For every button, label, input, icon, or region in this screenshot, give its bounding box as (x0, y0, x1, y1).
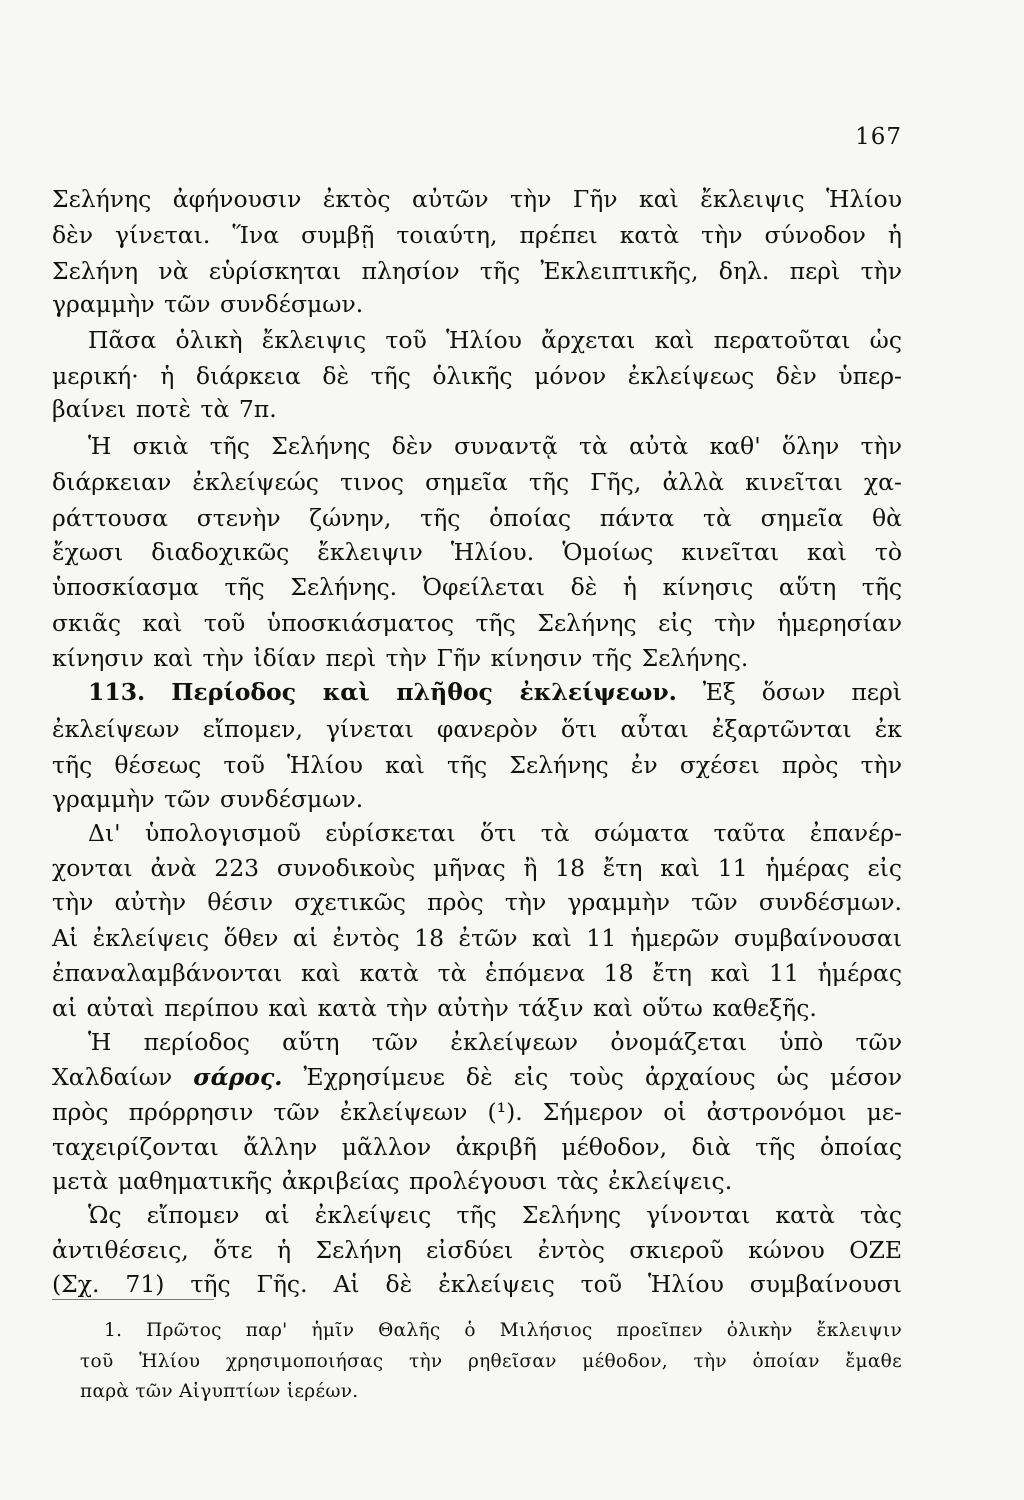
saros-line (52, 1059, 902, 1095)
text-line: μετὰ μαθηματικῆς ἀκριβείας προλέγουσι τὰς ἐκλείψεις. (52, 1167, 733, 1195)
text-line: Σελήνης ἀφήνουσιν ἐκτὸς αὐτῶν τὴν Γῆν καὶ ἔκλειψις Ἡλίου (52, 185, 902, 213)
saros-prefix: Χαλδαίων (52, 1063, 173, 1091)
section-number: 113. (88, 678, 146, 706)
section-title: Περίοδος καὶ πλῆθος ἐκλείψεων. (171, 678, 677, 706)
text-line: ἐπαναλαμβάνονται καὶ κατὰ τὰ ἑπόμενα 18 ἔτη καὶ 11 ἡμέρας (52, 959, 902, 987)
text-line: χονται ἀνὰ 223 συνοδικοὺς μῆνας ἢ 18 ἔτη καὶ 11 ἡμέρας εἰς (52, 854, 902, 882)
text-line: Ἡ περίοδος αὕτη τῶν ἐκλείψεων ὀνομάζεται ὑπὸ τῶν (88, 1028, 902, 1056)
section-heading-line (88, 674, 902, 710)
text-line: ταχειρίζονται ἄλλην μᾶλλον ἀκριβῆ μέθοδον, διὰ τῆς ὁποίας (52, 1133, 902, 1161)
text-line: ἐκλείψεων εἴπομεν, γίνεται φανερὸν ὅτι αὗται ἐξαρτῶνται ἐκ (52, 715, 902, 743)
text-line: κίνησιν καὶ τὴν ἰδίαν περὶ τὴν Γῆν κίνησιν τῆς Σελήνης. (52, 644, 749, 672)
text-line: δὲν γίνεται. Ἵνα συμβῇ τοιαύτη, πρέπει κατὰ τὴν σύνοδον ἡ (52, 221, 902, 249)
footnote-line: τοῦ Ἡλίου χρησιμοποιήσας τὴν ρηθεῖσαν μέθοδον, τὴν ὁποίαν ἔμαθε (80, 1351, 902, 1372)
text-line: Ἡ σκιὰ τῆς Σελήνης δὲν συναντᾷ τὰ αὐτὰ καθ' ὅλην τὴν (88, 432, 902, 460)
text-line: Σελήνη νὰ εὑρίσκηται πλησίον τῆς Ἐκλειπτικῆς, δηλ. περὶ τὴν (52, 257, 902, 285)
page-number: 167 (855, 124, 902, 150)
text-line: τῆς θέσεως τοῦ Ἡλίου καὶ τῆς Σελήνης ἐν σχέσει πρὸς τὴν (52, 751, 902, 779)
saros-term: σάρος. (193, 1063, 283, 1091)
text-line: ὑποσκίασμα τῆς Σελήνης. Ὀφείλεται δὲ ἡ κίνησις αὕτη τῆς (52, 573, 902, 601)
text-line: σκιᾶς καὶ τοῦ ὑποσκιάσματος τῆς Σελήνης εἰς τὴν ἡμερησίαν (52, 609, 902, 637)
text-line: ράττουσα στενὴν ζώνην, τῆς ὁποίας πάντα τὰ σημεῖα θὰ (52, 504, 902, 532)
text-line: διάρκειαν ἐκλείψεώς τινος σημεῖα τῆς Γῆς, ἀλλὰ κινεῖται χα- (52, 468, 902, 496)
text-line: Δι' ὑπολογισμοῦ εὑρίσκεται ὅτι τὰ σώματα ταῦτα ἐπανέρ- (88, 819, 902, 847)
text-line: βαίνει ποτὲ τὰ 7π. (52, 395, 277, 423)
text-line: Πᾶσα ὁλικὴ ἔκλειψις τοῦ Ἡλίου ἄρχεται καὶ περατοῦται ὡς (88, 326, 902, 354)
text-line: πρὸς πρόρρησιν τῶν ἐκλείψεων (¹). Σήμερον οἱ ἀστρονόμοι με- (52, 1098, 902, 1126)
text-line: αἱ αὐταὶ περίπου καὶ κατὰ τὴν αὐτὴν τάξιν καὶ οὕτω καθεξῆς. (52, 994, 817, 1022)
text-line: μερική· ἡ διάρκεια δὲ τῆς ὁλικῆς μόνον ἐκλείψεως δὲν ὑπερ- (52, 362, 902, 390)
text-line: Ὡς εἴπομεν αἱ ἐκλείψεις τῆς Σελήνης γίνονται κατὰ τὰς (88, 1201, 902, 1229)
text-line: Αἱ ἐκλείψεις ὅθεν αἱ ἐντὸς 18 ἐτῶν καὶ 11 ἡμερῶν συμβαίνουσαι (52, 924, 902, 952)
footnote-line: 1. Πρῶτος παρ' ἡμῖν Θαλῆς ὁ Μιλήσιος προεῖπεν ὁλικὴν ἔκλειψιν (104, 1320, 902, 1341)
section-first-line-rest: Ἐξ ὅσων περὶ (702, 678, 902, 706)
footnote-line: παρὰ τῶν Αἰγυπτίων ἱερέων. (80, 1381, 359, 1402)
footnote-rule (52, 1299, 214, 1300)
text-line: τὴν αὐτὴν θέσιν σχετικῶς πρὸς τὴν γραμμὴν τῶν συνδέσμων. (52, 888, 902, 916)
saros-suffix: Ἐχρησίμευε δὲ εἰς τοὺς ἀρχαίους ὡς μέσον (303, 1063, 902, 1091)
text-line: ἀντιθέσεις, ὅτε ἡ Σελήνη εἰσδύει ἐντὸς σκιεροῦ κώνου ΟΖΕ (52, 1236, 902, 1264)
text-line: (Σχ. 71) τῆς Γῆς. Αἱ δὲ ἐκλείψεις τοῦ Ἡλίου συμβαίνουσι (52, 1270, 902, 1298)
text-line: γραμμὴν τῶν συνδέσμων. (52, 785, 364, 813)
text-line: ἔχωσι διαδοχικῶς ἔκλειψιν Ἡλίου. Ὁμοίως κινεῖται καὶ τὸ (52, 538, 902, 566)
text-line: γραμμὴν τῶν συνδέσμων. (52, 290, 364, 318)
